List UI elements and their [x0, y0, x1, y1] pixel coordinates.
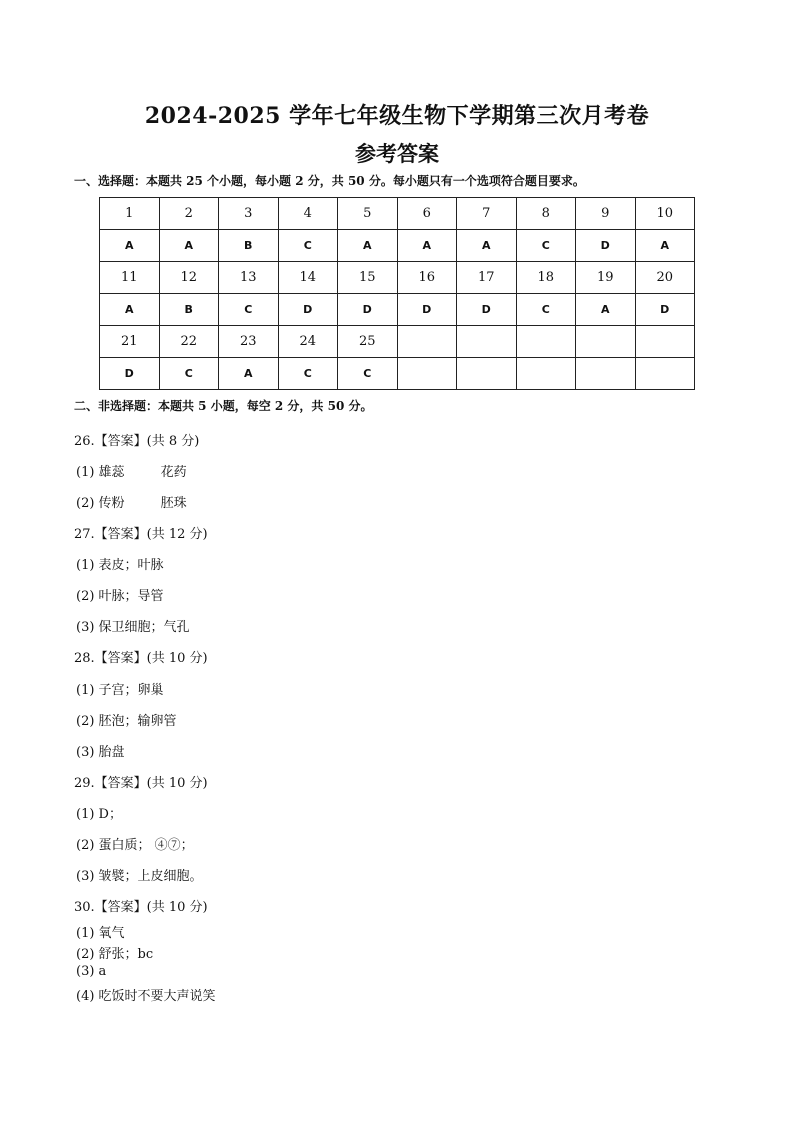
- question-number-cell: 9: [576, 198, 636, 230]
- question-27-heading: 27.【答案】(共 12 分): [74, 527, 208, 542]
- question-number-row: [100, 198, 695, 230]
- answer-cell: B: [159, 294, 219, 326]
- answer-cell: [397, 358, 457, 390]
- answer-cell: [635, 358, 695, 390]
- question-30-line-3: (3) a: [76, 964, 107, 979]
- answer-row: [100, 230, 695, 262]
- question-number-cell: [516, 326, 576, 358]
- question-29-line-1: (1) D；: [76, 807, 122, 822]
- answer-cell: A: [219, 358, 279, 390]
- answer-cell: A: [576, 294, 636, 326]
- question-number-cell: [576, 326, 636, 358]
- answer-cell: D: [338, 294, 398, 326]
- answer-cell: A: [100, 294, 160, 326]
- question-number-row: [100, 326, 695, 358]
- question-30-line-2: (2) 舒张；bc: [76, 947, 154, 962]
- answer-cell: C: [219, 294, 279, 326]
- question-number-cell: 5: [338, 198, 398, 230]
- question-number-cell: 21: [100, 326, 160, 358]
- question-number-cell: 24: [278, 326, 338, 358]
- answer-row: [100, 358, 695, 390]
- answer-cell: A: [635, 230, 695, 262]
- question-26-line-2: (2) 传粉 胚珠: [76, 496, 187, 511]
- question-number-cell: 6: [397, 198, 457, 230]
- question-28-line-2: (2) 胚泡；输卵管: [76, 714, 177, 729]
- answer-cell: D: [576, 230, 636, 262]
- question-number-cell: 4: [278, 198, 338, 230]
- answer-cell: C: [516, 230, 576, 262]
- page-subtitle: 参考答案: [355, 141, 439, 166]
- question-28-line-3: (3) 胎盘: [76, 745, 125, 760]
- question-number-cell: 25: [338, 326, 398, 358]
- question-number-cell: 3: [219, 198, 279, 230]
- answer-cell: [516, 358, 576, 390]
- question-26-heading: 26.【答案】(共 8 分): [74, 434, 200, 449]
- answer-cell: D: [397, 294, 457, 326]
- question-number-cell: 2: [159, 198, 219, 230]
- page-title: 2024-2025 学年七年级生物下学期第三次月考卷: [144, 103, 650, 129]
- question-27-line-3: (3) 保卫细胞；气孔: [76, 620, 190, 635]
- question-number-cell: [457, 326, 517, 358]
- question-30-heading: 30.【答案】(共 10 分): [74, 900, 208, 915]
- question-number-cell: 1: [100, 198, 160, 230]
- answer-cell: [457, 358, 517, 390]
- answer-cell: A: [159, 230, 219, 262]
- question-30-line-4: (4) 吃饭时不要大声说笑: [76, 989, 216, 1004]
- question-27-line-1: (1) 表皮；叶脉: [76, 558, 164, 573]
- question-number-cell: 10: [635, 198, 695, 230]
- answer-cell: D: [278, 294, 338, 326]
- answer-cell: C: [159, 358, 219, 390]
- question-number-cell: 12: [159, 262, 219, 294]
- answer-row: [100, 294, 695, 326]
- question-30-line-1: (1) 氧气: [76, 926, 125, 941]
- answer-cell: D: [100, 358, 160, 390]
- section2-heading: 二、非选择题：本题共 5 小题，每空 2 分，共 50 分。: [74, 399, 373, 413]
- section1-heading: 一、选择题：本题共 25 个小题，每小题 2 分，共 50 分。每小题只有一个选项符合题目要求。: [74, 174, 585, 188]
- question-29-line-2: (2) 蛋白质； ④⑦；: [76, 838, 194, 853]
- answer-cell: A: [100, 230, 160, 262]
- answer-cell: D: [635, 294, 695, 326]
- question-number-cell: 19: [576, 262, 636, 294]
- question-number-cell: 7: [457, 198, 517, 230]
- answer-cell: C: [516, 294, 576, 326]
- question-number-cell: 23: [219, 326, 279, 358]
- answer-cell: C: [278, 358, 338, 390]
- question-number-row: [100, 262, 695, 294]
- question-number-cell: 22: [159, 326, 219, 358]
- question-27-line-2: (2) 叶脉；导管: [76, 589, 164, 604]
- question-number-cell: 17: [457, 262, 517, 294]
- question-28-heading: 28.【答案】(共 10 分): [74, 651, 208, 666]
- question-number-cell: 20: [635, 262, 695, 294]
- answer-cell: A: [457, 230, 517, 262]
- question-28-line-1: (1) 子宫；卵巢: [76, 683, 164, 698]
- question-number-cell: 13: [219, 262, 279, 294]
- question-number-cell: [635, 326, 695, 358]
- answer-cell: [576, 358, 636, 390]
- question-number-cell: 18: [516, 262, 576, 294]
- question-number-cell: 8: [516, 198, 576, 230]
- answer-cell: D: [457, 294, 517, 326]
- question-number-cell: [397, 326, 457, 358]
- question-29-heading: 29.【答案】(共 10 分): [74, 776, 208, 791]
- question-29-line-3: (3) 皱襞；上皮细胞。: [76, 869, 203, 884]
- answer-cell: C: [278, 230, 338, 262]
- answer-table: [99, 197, 695, 390]
- answer-cell: A: [338, 230, 398, 262]
- question-26-line-1: (1) 雄蕊 花药: [76, 465, 187, 480]
- question-number-cell: 11: [100, 262, 160, 294]
- question-number-cell: 14: [278, 262, 338, 294]
- answer-cell: B: [219, 230, 279, 262]
- answer-cell: A: [397, 230, 457, 262]
- question-number-cell: 16: [397, 262, 457, 294]
- question-number-cell: 15: [338, 262, 398, 294]
- answer-cell: C: [338, 358, 398, 390]
